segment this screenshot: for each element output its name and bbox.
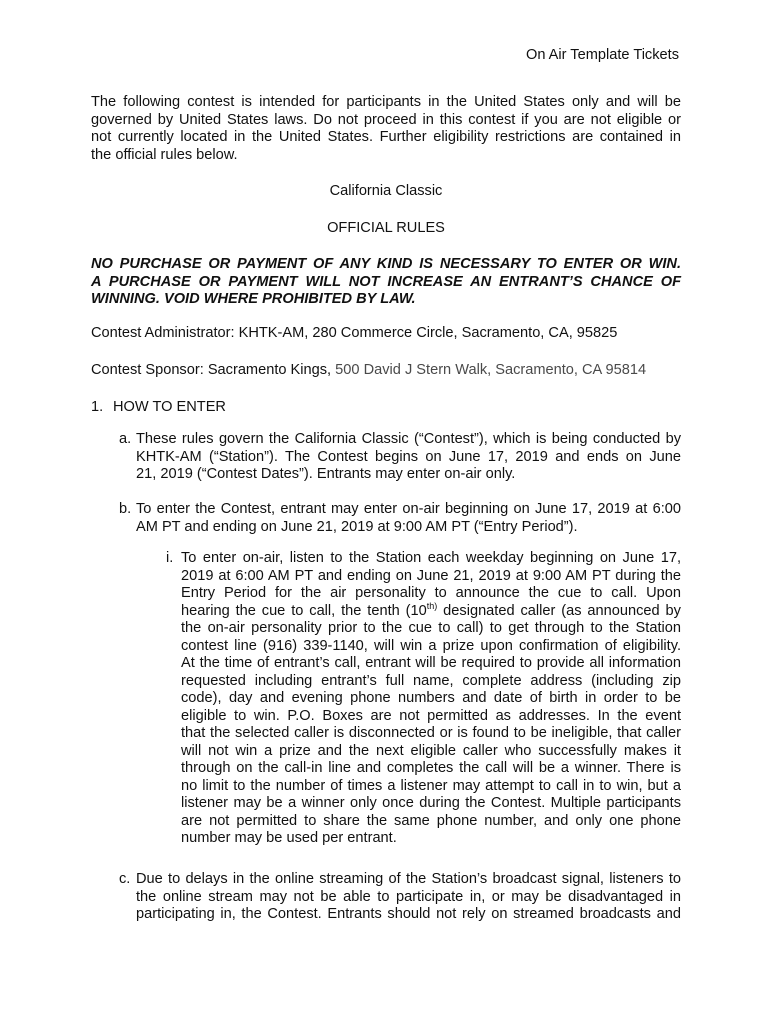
item-i-line4-head: hearing the cue to call, the tenth (10 bbox=[181, 602, 427, 619]
item-i-line: Entry Period for the air personality to announce the cue to call. Upon bbox=[181, 585, 681, 601]
item-i-line: are not permitted to share the same phone number, and only one phone bbox=[181, 812, 681, 829]
section-number: 1. bbox=[91, 399, 104, 415]
item-i-line: contest line (916) 339-1140, will win a prize upon confirmation of eligibility. bbox=[181, 637, 681, 654]
contest-sponsor bbox=[91, 362, 646, 380]
item-i-line: number may be used per entrant. bbox=[181, 830, 397, 846]
intro-line: not currently located in the United States. Further eligibility restrictions are contained in bbox=[91, 129, 681, 145]
item-b-line: To enter the Contest, entrant may enter on-air beginning on June 17, 2019 at 6:00 bbox=[136, 501, 681, 517]
item-i-line: 2019 at 6:00 AM PT and ending on June 21, 2019 at 9:00 AM PT during the bbox=[181, 567, 681, 584]
item-i-line bbox=[181, 600, 681, 621]
contest-administrator: Contest Administrator: KHTK-AM, 280 Commerce Circle, Sacramento, CA, 95825 bbox=[91, 325, 618, 341]
rules-heading: OFFICIAL RULES bbox=[327, 220, 445, 236]
item-b-marker: b. bbox=[119, 501, 132, 517]
item-a-marker: a. bbox=[119, 431, 132, 447]
item-a-line: KHTK-AM (“Station”). The Contest begins on June 17, 2019 and ends on June bbox=[136, 448, 681, 465]
sponsor-label: Contest Sponsor: Sacramento Kings, bbox=[91, 362, 336, 378]
item-i-line: To enter on-air, listen to the Station each weekday beginning on June 17, bbox=[181, 550, 681, 566]
item-i-paragraph bbox=[181, 550, 681, 848]
item-i-line: will not win a prize and the next eligible caller who successfully makes it bbox=[181, 742, 681, 759]
intro-line: governed by United States laws. Do not proceed in this contest if you are not eligible or bbox=[91, 111, 681, 128]
item-i-line: At the time of entrant’s call, entrant will be required to provide all information bbox=[181, 655, 681, 671]
item-i-line: requested including entrant’s full name, complete address (including zip bbox=[181, 672, 681, 689]
item-i-marker: i. bbox=[166, 550, 174, 566]
disclaimer-line: NO PURCHASE OR PAYMENT OF ANY KIND IS NECESSARY TO ENTER OR WIN. bbox=[91, 256, 681, 272]
item-b-line: AM PT and ending on June 21, 2019 at 9:00 AM PT (“Entry Period”). bbox=[136, 518, 578, 535]
contest-name: California Classic bbox=[329, 183, 443, 199]
item-c-line: the online stream may not be able to participate in, or may be disadvantaged in bbox=[136, 888, 681, 905]
item-i-line: eligible to win. P.O. Boxes are not permitted as addresses. In the event bbox=[181, 707, 681, 724]
intro-line: the official rules below. bbox=[91, 146, 238, 163]
ordinal-superscript: th) bbox=[426, 600, 438, 611]
item-a-paragraph bbox=[136, 431, 681, 484]
item-b-paragraph bbox=[136, 501, 681, 536]
disclaimer-line: A PURCHASE OR PAYMENT WILL NOT INCREASE AN ENTRANT’S CHANCE OF bbox=[91, 273, 681, 290]
item-i-line: no limit to the number of times a listener may attempt to call in to win, but a bbox=[181, 777, 681, 794]
item-i-line: that the selected caller is disconnected or is found to be ineligible, that caller bbox=[181, 725, 681, 741]
disclaimer-paragraph bbox=[91, 256, 681, 309]
disclaimer-line: WINNING. VOID WHERE PROHIBITED BY LAW. bbox=[91, 291, 416, 307]
item-i-line: code), day and evening phone numbers and date of birth in order to be bbox=[181, 690, 681, 706]
section-title: HOW TO ENTER bbox=[113, 399, 226, 415]
item-a-line: These rules govern the California Classic (“Contest”), which is being conducted by bbox=[136, 431, 681, 447]
page-header-title: On Air Template Tickets bbox=[525, 47, 679, 63]
item-a-line: 21, 2019 (“Contest Dates”). Entrants may enter on-air only. bbox=[136, 466, 516, 482]
item-c-marker: c. bbox=[119, 871, 131, 887]
sponsor-address: 500 David J Stern Walk, Sacramento, CA 95814 bbox=[335, 362, 647, 378]
item-c-line: Due to delays in the online streaming of the Station’s broadcast signal, listeners to bbox=[136, 871, 681, 887]
item-i-line4-tail: designated caller (as announced by bbox=[437, 602, 681, 619]
item-c-paragraph bbox=[136, 871, 681, 924]
item-c-line: participating in, the Contest. Entrants should not rely on streamed broadcasts and bbox=[136, 906, 681, 922]
item-i-line: the on-air personality prior to the cue to call) to get through to the Station bbox=[181, 620, 681, 636]
item-i-line: listener may be a winner only once during the Contest. Multiple participants bbox=[181, 795, 681, 811]
intro-paragraph bbox=[91, 94, 681, 164]
intro-line: The following contest is intended for participants in the United States only and will be bbox=[91, 94, 681, 110]
item-i-line: through on the call-in line and completes the call will be a winner. There is bbox=[181, 760, 681, 776]
